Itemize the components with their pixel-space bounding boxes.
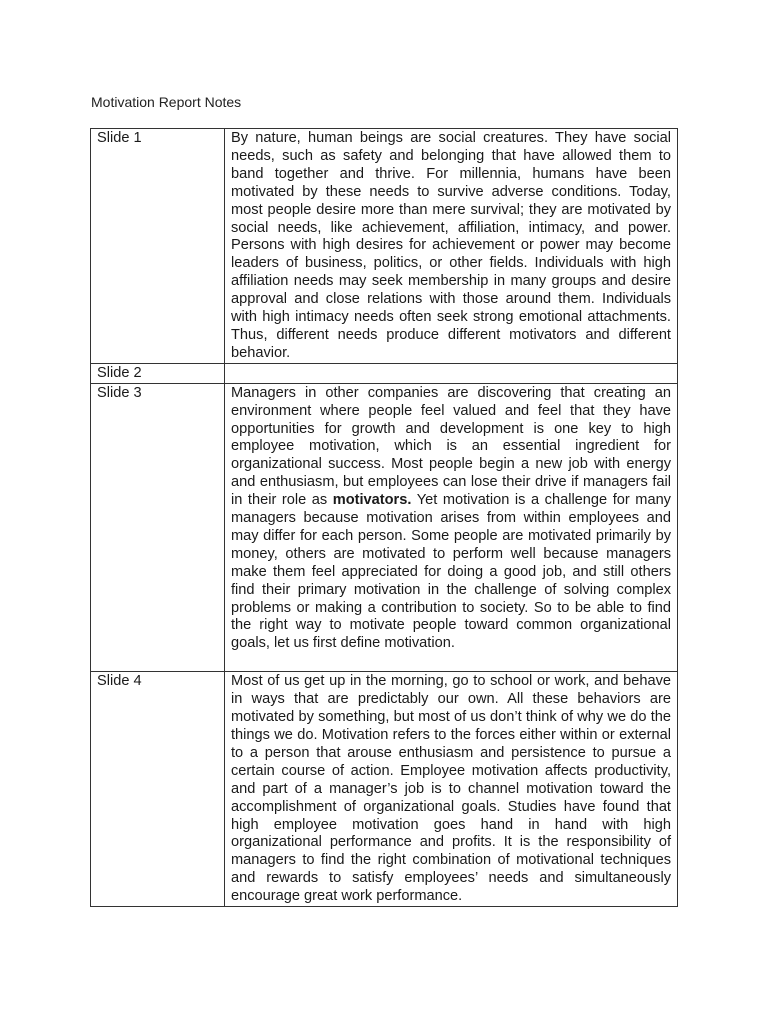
notes-table [90,128,678,907]
slide-notes-text [225,383,678,672]
bold-term: motivators. [332,492,412,509]
slide-label: Slide 3 [91,383,225,672]
slide-label: Slide 2 [91,363,225,383]
slide-label: Slide 1 [91,129,225,364]
table-row [91,363,678,383]
table-row [91,383,678,672]
notes-text-part: Managers in other companies are discovering that creating an environment where people feel valued and feel that they have opportunities for growth and development is one key to high employee motivation, which is an essential ingredient for organizational success. Most people begin a new job with energy and enthusiasm, but employees can lose their drive if managers fail in their role as [231,384,671,509]
table-row [91,672,678,907]
slide-notes-text-empty [225,363,678,383]
slide-notes-text: Most of us get up in the morning, go to school or work, and behave in ways that are predictably our own. All these behaviors are motivated by something, but most of us don’t think of why we do the things we do. Motivation refers to the forces either within or external to a person that arouse enthusiasm and persistence to pursue a certain course of action. Employee motivation affects productivity, and part of a manager’s job is to channel motivation toward the accomplishment of organizational goals. Studies have found that high employee motivation goes hand in hand with high organizational performance and profits. It is the responsibility of managers to find the right combination of motivational techniques and rewards to satisfy employees’ needs and simultaneously encourage great work performance. [225,672,678,907]
table-row [91,129,678,364]
document-title: Motivation Report Notes [91,94,242,110]
slide-notes-text: By nature, human beings are social creatures. They have social needs, such as safety and belonging that have allowed them to band together and thrive. For millennia, humans have been motivated by these needs to survive adverse conditions. Today, most people desire more than mere survival; they are motivated by social needs, like achievement, affiliation, intimacy, and power. Persons with high desires for achievement or power may become leaders of business, politics, or other fields. Individuals with high affiliation needs may seek membership in many groups and desire approval and close relations with those around them. Individuals with high intimacy needs often seek strong emotional attachments. Thus, different needs produce different motivators and different behavior. [225,129,678,364]
notes-text-part: Yet motivation is a challenge for many managers because motivation arises from within employees and may differ for each person. Some people are motivated primarily by money, others are motivated to perform well because managers make them feel appreciated for doing a good job, and still others find their primary motivation in the challenge of solving complex problems or making a contribution to society. So to be able to find the right way to motivate people toward common organizational goals, let us first define motivation. [231,492,671,652]
slide-label: Slide 4 [91,672,225,907]
